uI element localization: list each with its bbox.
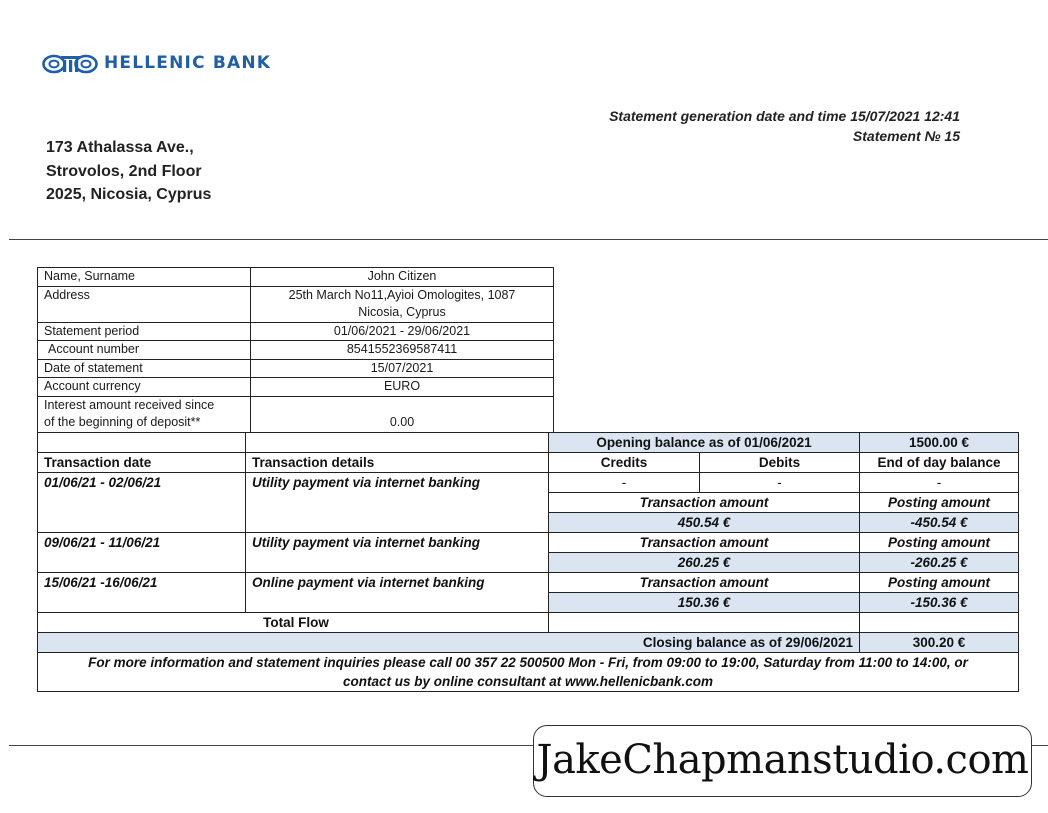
transaction-details: Utility payment via internet banking: [246, 533, 549, 573]
address-value: [251, 286, 554, 322]
generation-datetime: Statement generation date and time 15/07/2021 12:41: [609, 108, 960, 124]
transaction-amount: 450.54 €: [549, 513, 860, 533]
currency-label: Account currency: [38, 378, 251, 397]
info-row: [38, 322, 554, 341]
name-value: John Citizen: [251, 268, 554, 287]
transaction-date: 09/06/21 - 11/06/21: [38, 533, 246, 573]
transaction-date: 01/06/21 - 02/06/21: [38, 473, 246, 533]
transaction-amount: 260.25 €: [549, 553, 860, 573]
header-row: [38, 453, 1019, 473]
closing-balance-label: Closing balance as of 29/06/2021: [38, 633, 860, 653]
contact-line: For more information and statement inquiries please call 00 357 22 500500 Mon - Fri, from 09:00 to 19:00, Saturday from 11:00 to 14:00, or: [88, 655, 968, 670]
date-label: Date of statement: [38, 359, 251, 378]
account-value: 8541552369587411: [251, 341, 554, 360]
period-label: Statement period: [38, 322, 251, 341]
customer-info-table: [37, 267, 554, 433]
empty-cell: [246, 433, 549, 453]
transaction-details: Online payment via internet banking: [246, 573, 549, 613]
balance-value: -: [860, 473, 1019, 493]
info-row: [38, 286, 554, 322]
total-flow-label: Total Flow: [38, 613, 549, 633]
table-row: [38, 473, 1019, 493]
transaction-details: Utility payment via internet banking: [246, 473, 549, 533]
debit-value: -: [700, 473, 860, 493]
posting-amount: -260.25 €: [860, 553, 1019, 573]
closing-balance-value: 300.20 €: [860, 633, 1019, 653]
top-divider: [9, 239, 1048, 240]
address-line: Strovolos, 2nd Floor: [46, 162, 202, 180]
opening-balance-label: Opening balance as of 01/06/2021: [549, 433, 860, 453]
opening-balance-value: 1500.00 €: [860, 433, 1019, 453]
table-row: [38, 573, 1019, 593]
interest-label-line: of the beginning of deposit**: [44, 415, 201, 429]
transaction-amount-label: Transaction amount: [549, 573, 860, 593]
address-line: 2025, Nicosia, Cyprus: [46, 186, 212, 203]
info-row: [38, 378, 554, 397]
transaction-amount: 150.36 €: [549, 593, 860, 613]
name-label: Name, Surname: [38, 268, 251, 287]
address-line: 173 Athalassa Ave.,: [46, 139, 194, 156]
empty-cell: [38, 433, 246, 453]
statement-number: Statement № 15: [852, 128, 960, 144]
transaction-amount-label: Transaction amount: [549, 493, 860, 513]
customer-address-line: 25th March No11,Ayioi Omologites, 1087: [288, 287, 516, 302]
account-label: Account number: [38, 341, 251, 360]
watermark: JakeChapmanstudio.com: [533, 725, 1032, 797]
bank-name: HELLENIC BANK: [104, 53, 272, 73]
info-row: [38, 396, 554, 432]
info-row: [38, 341, 554, 360]
transaction-date: 15/06/21 -16/06/21: [38, 573, 246, 613]
footer-row: [38, 653, 1019, 692]
transaction-amount-label: Transaction amount: [549, 533, 860, 553]
header-balance: End of day balance: [860, 453, 1019, 473]
transactions-table: [37, 432, 1019, 692]
total-flow-empty: [860, 613, 1019, 633]
interest-label-line: Interest amount received since: [44, 397, 215, 412]
period-value: 01/06/2021 - 29/06/2021: [251, 322, 554, 341]
table-row: [38, 533, 1019, 553]
bank-columns-icon: [42, 52, 98, 74]
customer-address-line: Nicosia, Cyprus: [358, 305, 446, 319]
address-label: Address: [38, 286, 251, 322]
header-date: Transaction date: [38, 453, 246, 473]
posting-amount: -450.54 €: [860, 513, 1019, 533]
posting-amount: -150.36 €: [860, 593, 1019, 613]
statement-meta: [609, 106, 960, 146]
contact-line: contact us by online consultant at www.hellenicbank.com: [342, 674, 714, 689]
posting-amount-label: Posting amount: [860, 493, 1019, 513]
bank-logo: [42, 52, 271, 74]
header-credits: Credits: [549, 453, 700, 473]
bank-address: [46, 136, 211, 207]
closing-row: [38, 633, 1019, 653]
interest-value: 0.00: [251, 396, 554, 432]
total-flow-row: [38, 613, 1019, 633]
posting-amount-label: Posting amount: [860, 533, 1019, 553]
total-flow-empty: [549, 613, 860, 633]
info-row: [38, 268, 554, 287]
header-debits: Debits: [700, 453, 860, 473]
currency-value: EURO: [251, 378, 554, 397]
header-details: Transaction details: [246, 453, 549, 473]
posting-amount-label: Posting amount: [860, 573, 1019, 593]
contact-info: [38, 653, 1019, 692]
interest-label: [38, 396, 251, 432]
info-row: [38, 359, 554, 378]
credit-value: -: [549, 473, 700, 493]
opening-row: [38, 433, 1019, 453]
date-value: 15/07/2021: [251, 359, 554, 378]
